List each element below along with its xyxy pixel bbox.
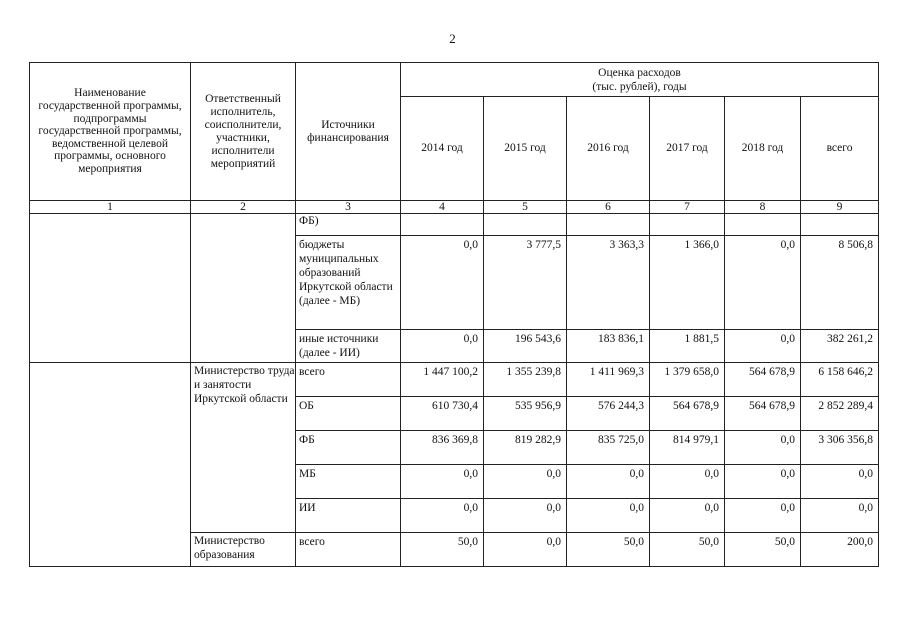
value-cell: 564 678,9 — [725, 363, 801, 397]
header-estimate — [401, 63, 879, 97]
value-cell: 3 363,3 — [567, 236, 650, 330]
header-year: 2018 год — [725, 97, 801, 201]
header-program: Наименование государственной программы, подпрограммы государственной программы, ведомственной целевой программы, основного мероприятия — [30, 63, 191, 201]
value-cell: 8 506,8 — [801, 236, 879, 330]
column-number: 7 — [650, 201, 725, 214]
value-cell: 564 678,9 — [650, 397, 725, 431]
header-estimate-line1: Оценка расходов — [598, 66, 681, 79]
value-cell: 3 777,5 — [484, 236, 567, 330]
value-cell: 0,0 — [725, 499, 801, 533]
value-cell: 564 678,9 — [725, 397, 801, 431]
value-cell: 0,0 — [650, 499, 725, 533]
value-cell: 1 355 239,8 — [484, 363, 567, 397]
source-cell: МБ — [296, 465, 401, 499]
value-cell: 200,0 — [801, 533, 879, 567]
value-cell — [567, 214, 650, 236]
source-cell: ФБ) — [296, 214, 401, 236]
value-cell: 0,0 — [401, 465, 484, 499]
value-cell: 0,0 — [725, 330, 801, 363]
program-cell — [30, 363, 191, 567]
value-cell: 196 543,6 — [484, 330, 567, 363]
source-cell: ИИ — [296, 499, 401, 533]
value-cell — [484, 214, 567, 236]
source-cell: всего — [296, 363, 401, 397]
column-number: 5 — [484, 201, 567, 214]
value-cell — [801, 214, 879, 236]
source-cell: иные источники (далее - ИИ) — [296, 330, 401, 363]
value-cell: 1 881,5 — [650, 330, 725, 363]
value-cell: 835 725,0 — [567, 431, 650, 465]
value-cell: 2 852 289,4 — [801, 397, 879, 431]
executor-cell: Министерство труда и занятости Иркутской области — [191, 363, 296, 533]
value-cell: 3 306 356,8 — [801, 431, 879, 465]
value-cell: 576 244,3 — [567, 397, 650, 431]
value-cell: 535 956,9 — [484, 397, 567, 431]
header-year: 2016 год — [567, 97, 650, 201]
column-number: 9 — [801, 201, 879, 214]
value-cell: 1 411 969,3 — [567, 363, 650, 397]
value-cell: 610 730,4 — [401, 397, 484, 431]
value-cell: 0,0 — [650, 465, 725, 499]
executor-cell — [191, 214, 296, 363]
page-number: 2 — [449, 31, 456, 46]
source-cell: ФБ — [296, 431, 401, 465]
column-number: 1 — [30, 201, 191, 214]
column-number: 4 — [401, 201, 484, 214]
header-year: 2014 год — [401, 97, 484, 201]
header-estimate-line2: (тыс. рублей), годы — [592, 80, 687, 93]
column-numbers-row — [30, 201, 879, 214]
source-cell: всего — [296, 533, 401, 567]
value-cell: 0,0 — [401, 236, 484, 330]
value-cell: 0,0 — [801, 465, 879, 499]
value-cell: 183 836,1 — [567, 330, 650, 363]
program-cell — [30, 214, 191, 363]
value-cell: 382 261,2 — [801, 330, 879, 363]
source-cell: бюджеты муниципальных образований Иркутской области (далее - МБ) — [296, 236, 401, 330]
header-year: 2015 год — [484, 97, 567, 201]
value-cell: 0,0 — [725, 236, 801, 330]
header-year: 2017 год — [650, 97, 725, 201]
table-row — [30, 214, 879, 236]
value-cell: 814 979,1 — [650, 431, 725, 465]
value-cell: 1 366,0 — [650, 236, 725, 330]
value-cell: 0,0 — [401, 499, 484, 533]
value-cell: 0,0 — [484, 533, 567, 567]
value-cell: 0,0 — [484, 499, 567, 533]
executor-cell: Министерство образования — [191, 533, 296, 567]
value-cell: 50,0 — [567, 533, 650, 567]
value-cell: 0,0 — [484, 465, 567, 499]
header-source: Источники финансирования — [296, 63, 401, 201]
value-cell: 6 158 646,2 — [801, 363, 879, 397]
value-cell: 1 447 100,2 — [401, 363, 484, 397]
header-total: всего — [801, 97, 879, 201]
budget-table — [29, 62, 879, 567]
column-number: 3 — [296, 201, 401, 214]
value-cell: 0,0 — [567, 465, 650, 499]
value-cell: 0,0 — [801, 499, 879, 533]
value-cell — [725, 214, 801, 236]
value-cell: 819 282,9 — [484, 431, 567, 465]
value-cell: 0,0 — [725, 465, 801, 499]
value-cell: 0,0 — [725, 431, 801, 465]
value-cell: 0,0 — [401, 330, 484, 363]
value-cell — [401, 214, 484, 236]
value-cell: 50,0 — [725, 533, 801, 567]
table-row — [30, 363, 879, 397]
column-number: 8 — [725, 201, 801, 214]
value-cell: 1 379 658,0 — [650, 363, 725, 397]
value-cell: 0,0 — [567, 499, 650, 533]
column-number: 6 — [567, 201, 650, 214]
column-number: 2 — [191, 201, 296, 214]
value-cell: 50,0 — [650, 533, 725, 567]
value-cell: 836 369,8 — [401, 431, 484, 465]
value-cell: 50,0 — [401, 533, 484, 567]
source-cell: ОБ — [296, 397, 401, 431]
header-executor: Ответственный исполнитель, соисполнители, участники, исполнители мероприятий — [191, 63, 296, 201]
value-cell — [650, 214, 725, 236]
